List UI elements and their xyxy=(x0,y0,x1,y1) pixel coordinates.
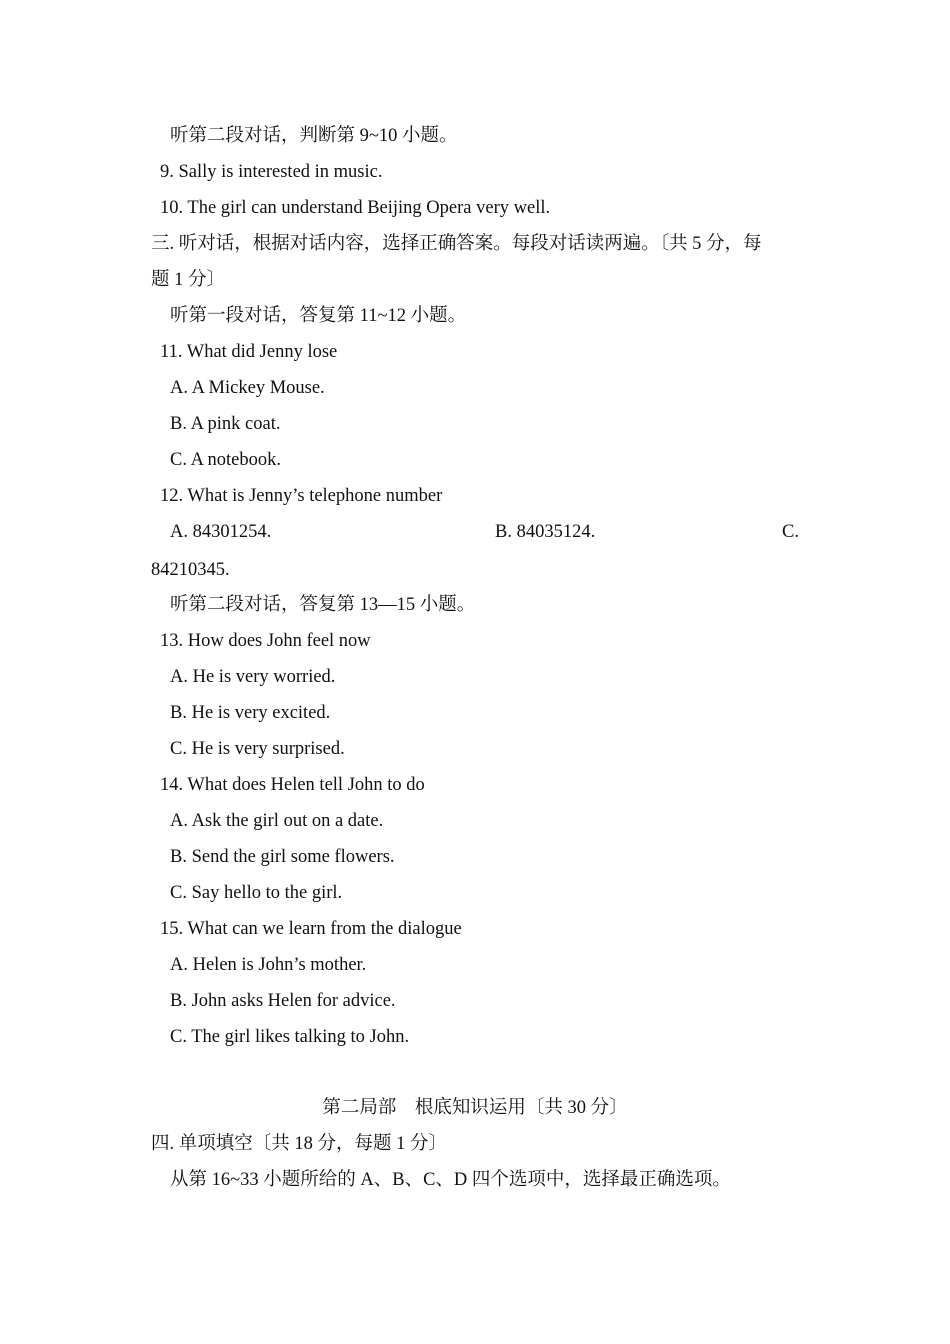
question-13: 13. How does John feel now xyxy=(160,631,371,651)
question-15: 15. What can we learn from the dialogue xyxy=(160,919,462,939)
option-15-b: B. John asks Helen for advice. xyxy=(170,991,396,1011)
dialogue-2-instruction: 听第二段对话，答复第 13—15 小题。 xyxy=(170,595,476,615)
option-13-c: C. He is very surprised. xyxy=(170,739,345,759)
option-15-c: C. The girl likes talking to John. xyxy=(170,1027,410,1047)
option-11-c: C. A notebook. xyxy=(170,450,282,470)
option-12-a: A. 84301254. xyxy=(170,522,272,542)
option-12-b: B. 84035124. xyxy=(495,522,596,542)
option-12-c-label: C. xyxy=(782,522,799,542)
section-3-heading-cont: 题 1 分〕 xyxy=(151,270,226,290)
option-13-a: A. He is very worried. xyxy=(170,667,336,687)
section-4-heading: 四. 单项填空〔共 18 分，每题 1 分〕 xyxy=(151,1134,448,1154)
option-14-c: C. Say hello to the girl. xyxy=(170,883,343,903)
question-11: 11. What did Jenny lose xyxy=(160,342,338,362)
option-15-a: A. Helen is John’s mother. xyxy=(170,955,367,975)
section-instruction: 听第二段对话，判断第 9~10 小题。 xyxy=(170,126,458,146)
option-13-b: B. He is very excited. xyxy=(170,703,331,723)
section-4-instruction: 从第 16~33 小题所给的 A、B、C、D 四个选项中，选择最正确选项。 xyxy=(170,1170,731,1190)
option-11-b: B. A pink coat. xyxy=(170,414,281,434)
option-14-a: A. Ask the girl out on a date. xyxy=(170,811,384,831)
question-14: 14. What does Helen tell John to do xyxy=(160,775,425,795)
option-14-b: B. Send the girl some flowers. xyxy=(170,847,395,867)
question-12: 12. What is Jenny’s telephone number xyxy=(160,486,443,506)
part-2-heading: 第二局部 根底知识运用〔共 30 分〕 xyxy=(322,1098,628,1118)
question-10: 10. The girl can understand Beijing Opera very well. xyxy=(160,198,551,218)
section-3-heading: 三. 听对话，根据对话内容，选择正确答案。每段对话读两遍。〔共 5 分，每 xyxy=(151,234,762,254)
dialogue-1-instruction: 听第一段对话，答复第 11~12 小题。 xyxy=(170,306,467,326)
option-11-a: A. A Mickey Mouse. xyxy=(170,378,325,398)
question-9: 9. Sally is interested in music. xyxy=(160,162,383,182)
option-12-c-value: 84210345. xyxy=(151,560,230,580)
